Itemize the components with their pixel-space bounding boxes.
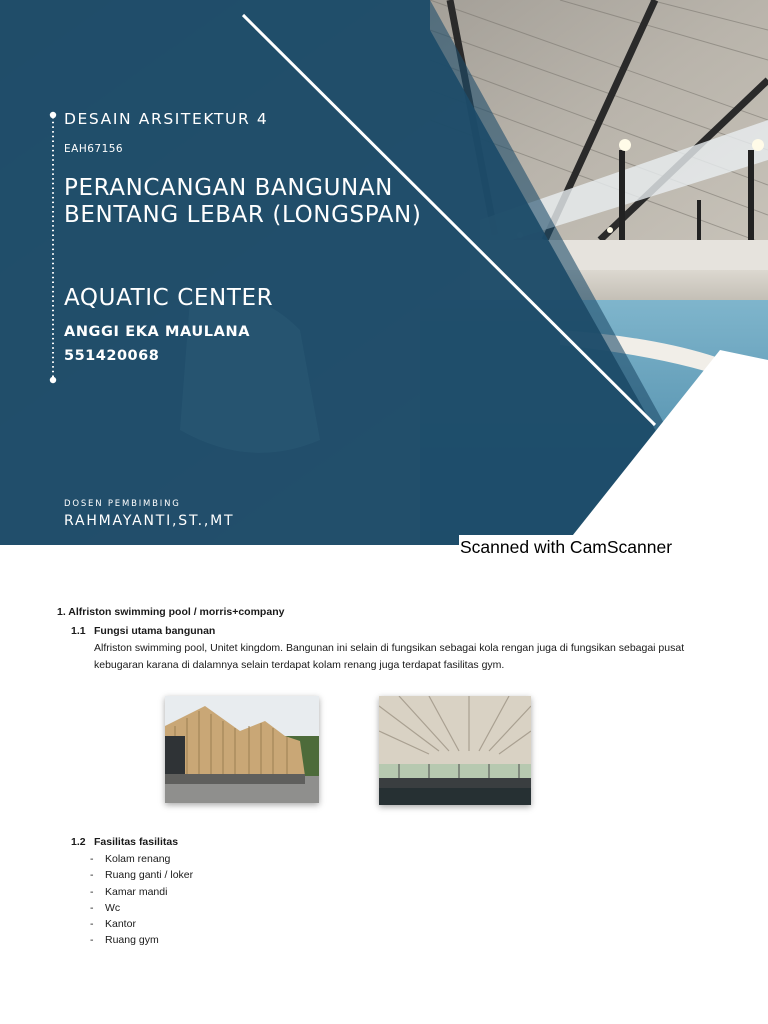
advisor-name: RAHMAYANTI,ST.,MT [64, 513, 235, 529]
list-dash: - [90, 885, 94, 898]
list-dash: - [90, 918, 94, 931]
main-title: PERANCANGAN BANGUNAN BENTANG LEBAR (LONGSPAN) [64, 175, 422, 228]
facility-list [90, 851, 193, 949]
dotted-line-top-dot [50, 112, 56, 118]
author-name: ANGGI EKA MAULANA [64, 324, 251, 340]
subsection-title: Fasilitas fasilitas [94, 836, 179, 848]
author-id: 551420068 [64, 348, 160, 364]
advisor-label: DOSEN PEMBIMBING [64, 499, 181, 509]
list-item [90, 867, 193, 883]
list-dash: - [90, 869, 94, 882]
list-item [90, 900, 193, 916]
subsection-title: Fungsi utama bangunan [94, 625, 216, 637]
subsection-body: Alfriston swimming pool, Unitet kingdom. Bangunan ini selain di fungsikan sebagai kola rengan juga di fungsikan sebagai pusat kebugaran karana di dalamnya selain terdapat kolam renang juga terdapat fasilitas gym. [94, 642, 685, 671]
section-heading: 1. Alfriston swimming pool / morris+company [57, 606, 285, 618]
list-item [90, 884, 193, 900]
exterior-photo [165, 696, 319, 803]
list-item-text: Kantor [105, 918, 136, 931]
list-item-text: Kolam renang [105, 853, 171, 865]
interior-photo [379, 696, 531, 805]
list-dash: - [90, 901, 94, 914]
list-dash: - [90, 853, 94, 865]
list-item-text: Kamar mandi [105, 885, 168, 898]
list-item [90, 932, 193, 948]
list-item-text: Ruang gym [105, 934, 159, 947]
subsection-number: 1.2 [71, 836, 86, 848]
subsection-number: 1.1 [71, 625, 86, 637]
subtitle: AQUATIC CENTER [64, 285, 274, 311]
list-item [90, 916, 193, 932]
list-item-text: Wc [105, 901, 121, 914]
list-item-text: Ruang ganti / loker [105, 869, 194, 882]
list-dash: - [90, 934, 94, 947]
course-title: DESAIN ARSITEKTUR 4 [64, 110, 269, 128]
dotted-line-bottom-dot [50, 377, 56, 383]
camscanner-watermark: Scanned with CamScanner [459, 535, 699, 559]
list-item [90, 851, 193, 867]
course-code: EAH67156 [64, 143, 124, 155]
